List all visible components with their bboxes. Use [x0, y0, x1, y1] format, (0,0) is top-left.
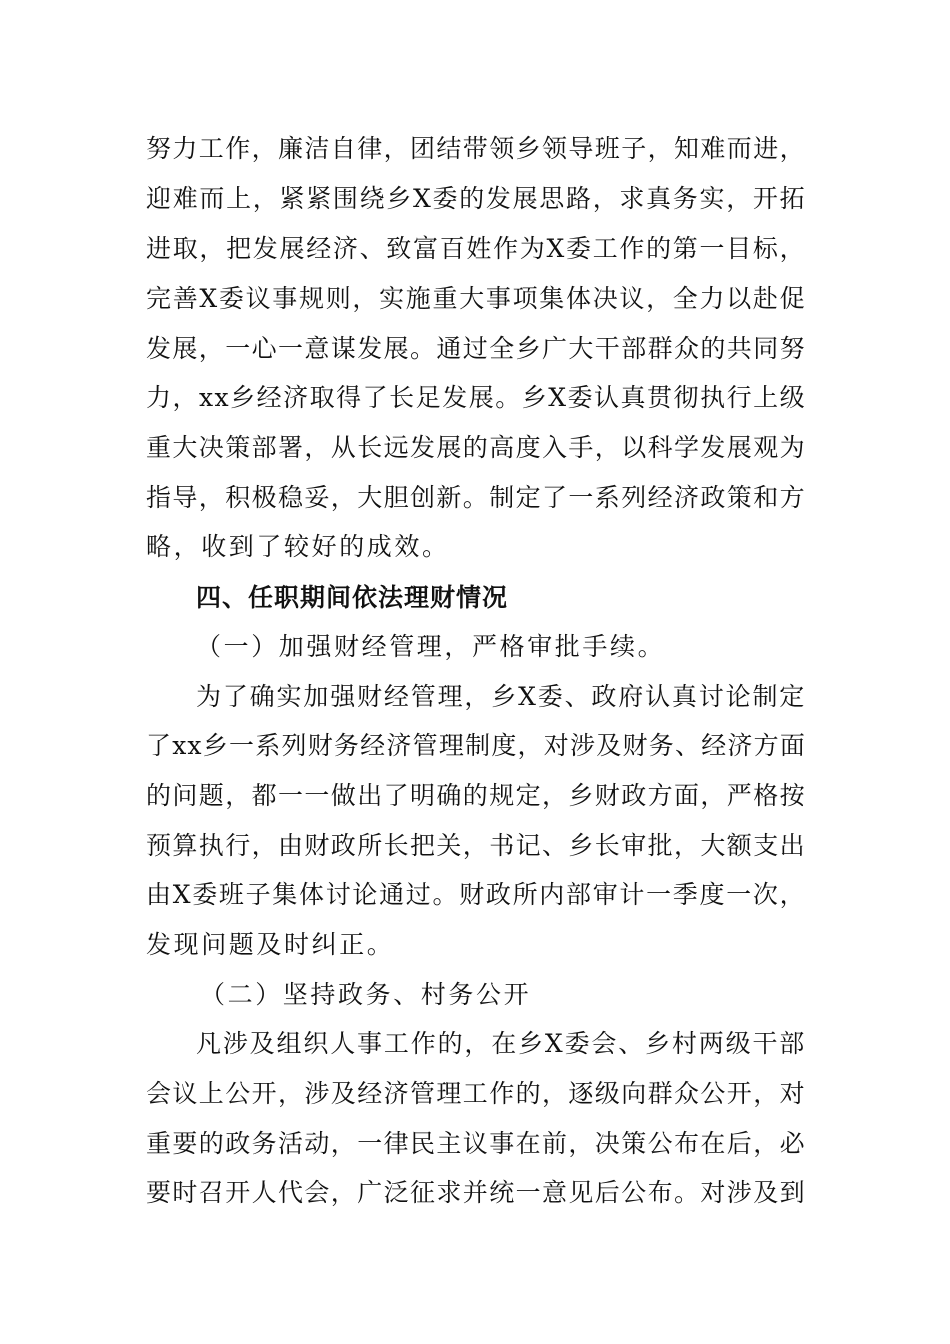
- subsection-heading: （二）坚持政务、村务公开: [200, 980, 532, 1009]
- body-line: 重大决策部署，从长远发展的高度入手，以科学发展观为: [146, 433, 807, 462]
- body-line: 指导，积极稳妥，大胆创新。制定了一系列经济政策和方: [146, 483, 807, 512]
- body-line: 重要的政务活动，一律民主议事在前，决策公布在后，必: [146, 1129, 807, 1158]
- body-line: 力，xx乡经济取得了长足发展。乡X委认真贯彻执行上级: [146, 383, 806, 412]
- body-line: 的问题，都一一做出了明确的规定，乡财政方面，严格按: [146, 781, 807, 810]
- body-line: 进取，把发展经济、致富百姓作为X委工作的第一目标，: [146, 234, 807, 263]
- body-line: 努力工作，廉洁自律，团结带领乡领导班子，知难而进，: [146, 134, 807, 163]
- section-heading: 四、任职期间依法理财情况: [196, 583, 509, 612]
- body-line: 会议上公开，涉及经济管理工作的，逐级向群众公开，对: [146, 1079, 807, 1108]
- body-line: 了xx乡一系列财务经济管理制度，对涉及财务、经济方面: [146, 731, 806, 760]
- body-line: 预算执行，由财政所长把关，书记、乡长审批，大额支出: [146, 831, 807, 860]
- body-line: 为了确实加强财经管理，乡X委、政府认真讨论制定: [196, 682, 806, 711]
- body-line: 由X委班子集体讨论通过。财政所内部审计一季度一次，: [146, 880, 807, 909]
- body-line: 要时召开人代会，广泛征求并统一意见后公布。对涉及到: [146, 1178, 807, 1207]
- body-line: 发展，一心一意谋发展。通过全乡广大干部群众的共同努: [146, 334, 807, 363]
- body-line: 凡涉及组织人事工作的，在乡X委会、乡村两级干部: [196, 1029, 806, 1058]
- body-line: 发现问题及时纠正。: [146, 930, 395, 959]
- body-line: 迎难而上，紧紧围绕乡X委的发展思路，求真务实，开拓: [146, 184, 807, 213]
- body-line: 略，收到了较好的成效。: [146, 532, 450, 561]
- body-line: 完善X委议事规则，实施重大事项集体决议，全力以赴促: [146, 284, 807, 313]
- subsection-heading: （一）加强财经管理，严格审批手续。: [196, 632, 666, 661]
